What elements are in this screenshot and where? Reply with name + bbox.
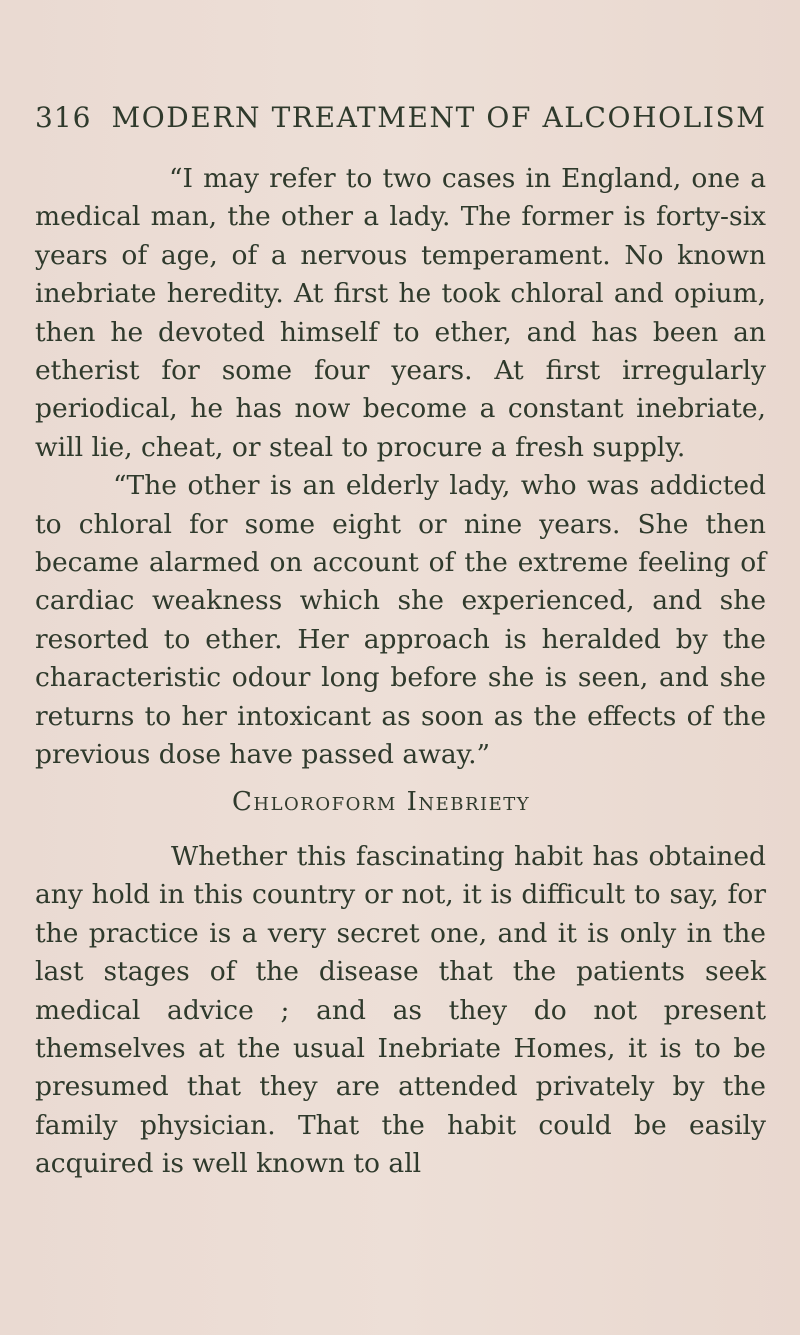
section-heading-text: Chloroform Inebriety — [232, 787, 531, 817]
section-heading — [35, 784, 766, 820]
text-block-chloroform — [35, 838, 766, 1184]
page-number: 316 — [35, 101, 92, 134]
running-title: MODERN TREATMENT OF ALCOHOLISM — [111, 101, 767, 134]
paragraph-chloroform: Whether this fascinating habit has obtained any hold in this country or not, it is difficult to say, for the practice is a very secret one, and it is only in the last stages of the disease that the patients seek medical advice ; and as they do not present themselves at the usual Inebriate Homes, it is to be presumed that they are attended privately by the family physician. That the habit could be easily acquired is well known to all — [35, 841, 766, 1180]
paragraph-second-case: “The other is an elderly lady, who was addicted to chloral for some eight or nine years. She then became alarmed on account of the extreme feeling of cardiac weakness which she experienced, and she resorted to ether. Her approach is heralded by the characteristic odour long before she is seen, and she returns to her intoxicant as soon as the effects of the previous dose have passed away.” — [35, 470, 766, 771]
page-header — [35, 100, 766, 136]
text-block-quoted-cases — [35, 160, 766, 775]
paragraph-first-case: “I may refer to two cases in England, one a medical man, the other a lady. The former is forty-six years of age, of a nervous temperament. No known inebriate heredity. At first he took chloral and opium, then he devoted himself to ether, and has been an etherist for some four years. At first irregularly periodical, he has now become a constant inebriate, will lie, cheat, or steal to procure a fresh supply. — [35, 163, 766, 463]
